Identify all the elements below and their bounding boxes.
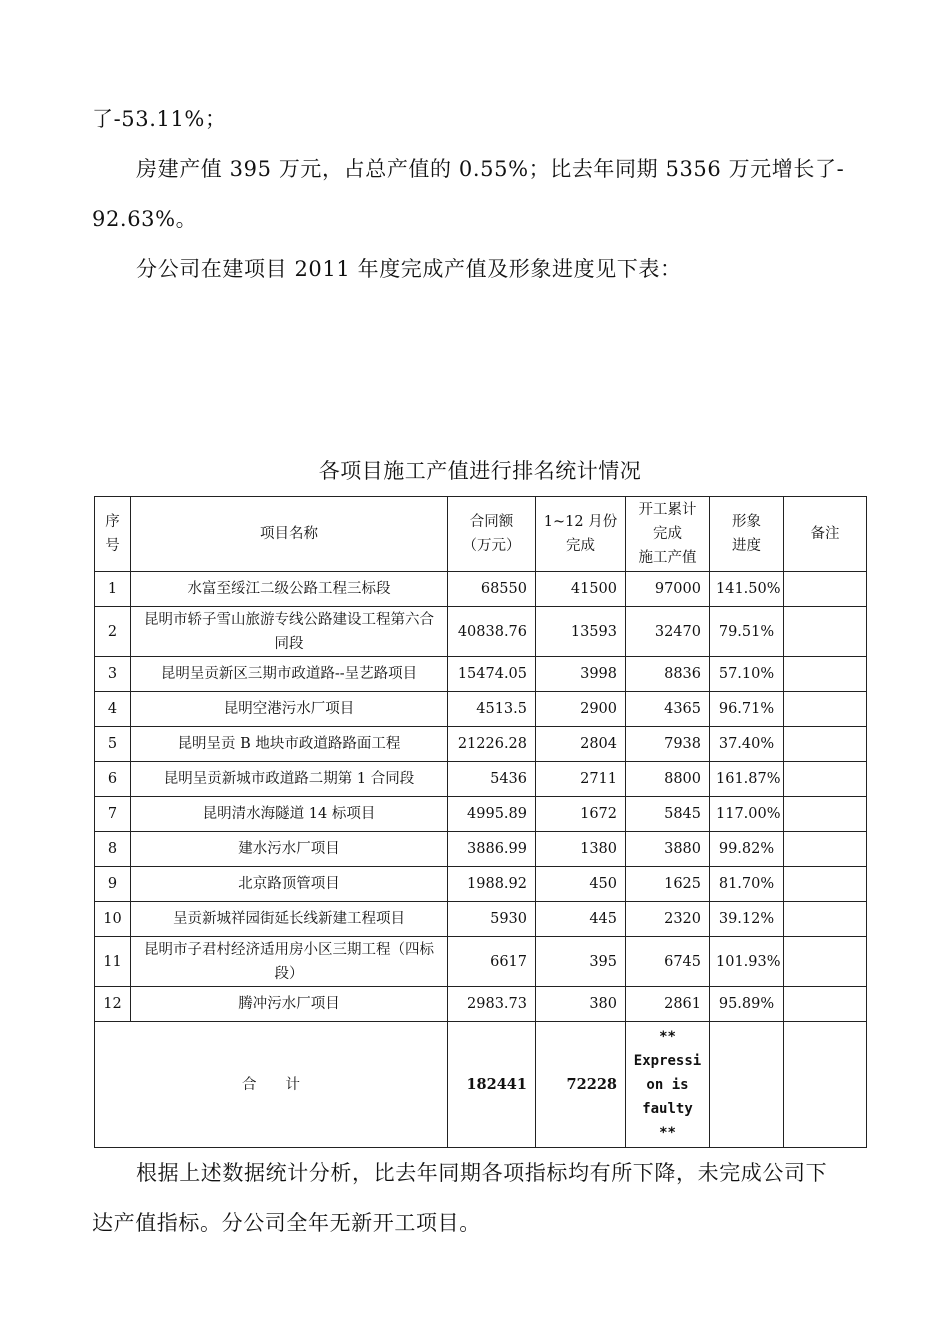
cell-remark xyxy=(784,937,867,987)
header-seq: 序 号 xyxy=(95,497,131,572)
paragraph-conclusion: 根据上述数据统计分析，比去年同期各项指标均有所下降，未完成公司下 xyxy=(136,1161,828,1185)
cell-month: 41500 xyxy=(536,572,626,607)
cell-seq: 1 xyxy=(95,572,131,607)
project-ranking-table xyxy=(94,496,867,1148)
cell-month: 450 xyxy=(536,867,626,902)
paragraph-housing-output-cont: 92.63%。 xyxy=(92,207,198,231)
cell-progress: 96.71% xyxy=(710,692,784,727)
total-month: 72228 xyxy=(536,1022,626,1148)
cell-seq: 11 xyxy=(95,937,131,987)
table-row xyxy=(95,987,867,1022)
header-month: 1~12 月份 完成 xyxy=(536,497,626,572)
cell-month: 3998 xyxy=(536,657,626,692)
cell-cumulative: 6745 xyxy=(626,937,710,987)
cell-month: 1380 xyxy=(536,832,626,867)
cell-month: 2804 xyxy=(536,727,626,762)
cell-remark xyxy=(784,572,867,607)
cell-contract: 5930 xyxy=(448,902,536,937)
cell-cumulative: 4365 xyxy=(626,692,710,727)
total-remark xyxy=(784,1022,867,1148)
table-title: 各项目施工产值进行排名统计情况 xyxy=(318,459,642,483)
cell-seq: 7 xyxy=(95,797,131,832)
cell-progress: 81.70% xyxy=(710,867,784,902)
cell-remark xyxy=(784,727,867,762)
header-row xyxy=(95,497,867,572)
cell-contract: 2983.73 xyxy=(448,987,536,1022)
cell-contract: 3886.99 xyxy=(448,832,536,867)
table-row xyxy=(95,727,867,762)
cell-seq: 12 xyxy=(95,987,131,1022)
header-project-name: 项目名称 xyxy=(131,497,448,572)
cell-seq: 4 xyxy=(95,692,131,727)
cell-seq: 3 xyxy=(95,657,131,692)
cell-project-name: 昆明市子君村经济适用房小区三期工程（四标段） xyxy=(131,937,448,987)
cell-project-name: 建水污水厂项目 xyxy=(131,832,448,867)
cell-seq: 5 xyxy=(95,727,131,762)
cell-project-name: 水富至绥江二级公路工程三标段 xyxy=(131,572,448,607)
table-row xyxy=(95,832,867,867)
cell-progress: 37.40% xyxy=(710,727,784,762)
cell-cumulative: 1625 xyxy=(626,867,710,902)
cell-cumulative: 2320 xyxy=(626,902,710,937)
cell-contract: 68550 xyxy=(448,572,536,607)
paragraph-conclusion-cont: 达产值指标。分公司全年无新开工项目。 xyxy=(92,1211,481,1235)
cell-remark xyxy=(784,657,867,692)
table-row xyxy=(95,762,867,797)
cell-cumulative: 8836 xyxy=(626,657,710,692)
table-body xyxy=(95,572,867,1022)
cell-month: 1672 xyxy=(536,797,626,832)
cell-seq: 10 xyxy=(95,902,131,937)
cell-seq: 9 xyxy=(95,867,131,902)
cell-progress: 39.12% xyxy=(710,902,784,937)
cell-cumulative: 2861 xyxy=(626,987,710,1022)
cell-contract: 1988.92 xyxy=(448,867,536,902)
total-cumulative-error: ** Expressi on is faulty ** xyxy=(626,1022,710,1148)
cell-cumulative: 32470 xyxy=(626,607,710,657)
cell-project-name: 昆明空港污水厂项目 xyxy=(131,692,448,727)
cell-remark xyxy=(784,692,867,727)
cell-remark xyxy=(784,987,867,1022)
cell-project-name: 腾冲污水厂项目 xyxy=(131,987,448,1022)
cell-cumulative: 7938 xyxy=(626,727,710,762)
cell-cumulative: 3880 xyxy=(626,832,710,867)
table-row xyxy=(95,902,867,937)
table-row xyxy=(95,867,867,902)
cell-seq: 6 xyxy=(95,762,131,797)
cell-remark xyxy=(784,797,867,832)
total-label: 合 计 xyxy=(95,1022,448,1148)
cell-contract: 4995.89 xyxy=(448,797,536,832)
cell-project-name: 昆明呈贡新城市政道路二期第 1 合同段 xyxy=(131,762,448,797)
table-row xyxy=(95,657,867,692)
cell-progress: 101.93% xyxy=(710,937,784,987)
cell-month: 380 xyxy=(536,987,626,1022)
cell-month: 445 xyxy=(536,902,626,937)
total-progress xyxy=(710,1022,784,1148)
header-cumulative: 开工累计 完成 施工产值 xyxy=(626,497,710,572)
header-contract: 合同额 （万元） xyxy=(448,497,536,572)
table-row xyxy=(95,572,867,607)
cell-cumulative: 8800 xyxy=(626,762,710,797)
cell-contract: 40838.76 xyxy=(448,607,536,657)
header-progress: 形象 进度 xyxy=(710,497,784,572)
paragraph-fragment: 了-53.11%； xyxy=(92,107,227,131)
cell-seq: 2 xyxy=(95,607,131,657)
cell-project-name: 昆明市轿子雪山旅游专线公路建设工程第六合同段 xyxy=(131,607,448,657)
paragraph-housing-output: 房建产值 395 万元，占总产值的 0.55%；比去年同期 5356 万元增长了- xyxy=(136,157,845,181)
total-row xyxy=(95,1022,867,1148)
header-remark: 备注 xyxy=(784,497,867,572)
cell-progress: 79.51% xyxy=(710,607,784,657)
cell-progress: 99.82% xyxy=(710,832,784,867)
paragraph-table-intro: 分公司在建项目 2011 年度完成产值及形象进度见下表： xyxy=(136,257,682,281)
cell-remark xyxy=(784,762,867,797)
table-row xyxy=(95,797,867,832)
cell-remark xyxy=(784,867,867,902)
total-contract: 182441 xyxy=(448,1022,536,1148)
cell-seq: 8 xyxy=(95,832,131,867)
cell-project-name: 呈贡新城祥园街延长线新建工程项目 xyxy=(131,902,448,937)
table-row xyxy=(95,937,867,987)
cell-contract: 21226.28 xyxy=(448,727,536,762)
cell-month: 2711 xyxy=(536,762,626,797)
cell-project-name: 昆明呈贡新区三期市政道路--呈艺路项目 xyxy=(131,657,448,692)
cell-remark xyxy=(784,902,867,937)
cell-month: 13593 xyxy=(536,607,626,657)
cell-cumulative: 97000 xyxy=(626,572,710,607)
cell-progress: 141.50% xyxy=(710,572,784,607)
cell-project-name: 昆明清水海隧道 14 标项目 xyxy=(131,797,448,832)
cell-progress: 57.10% xyxy=(710,657,784,692)
table-row xyxy=(95,607,867,657)
cell-progress: 117.00% xyxy=(710,797,784,832)
cell-progress: 95.89% xyxy=(710,987,784,1022)
cell-contract: 4513.5 xyxy=(448,692,536,727)
table-row xyxy=(95,692,867,727)
cell-contract: 5436 xyxy=(448,762,536,797)
cell-project-name: 北京路顶管项目 xyxy=(131,867,448,902)
cell-contract: 6617 xyxy=(448,937,536,987)
cell-month: 2900 xyxy=(536,692,626,727)
cell-progress: 161.87% xyxy=(710,762,784,797)
cell-month: 395 xyxy=(536,937,626,987)
cell-remark xyxy=(784,832,867,867)
cell-contract: 15474.05 xyxy=(448,657,536,692)
cell-project-name: 昆明呈贡 B 地块市政道路路面工程 xyxy=(131,727,448,762)
cell-remark xyxy=(784,607,867,657)
cell-cumulative: 5845 xyxy=(626,797,710,832)
